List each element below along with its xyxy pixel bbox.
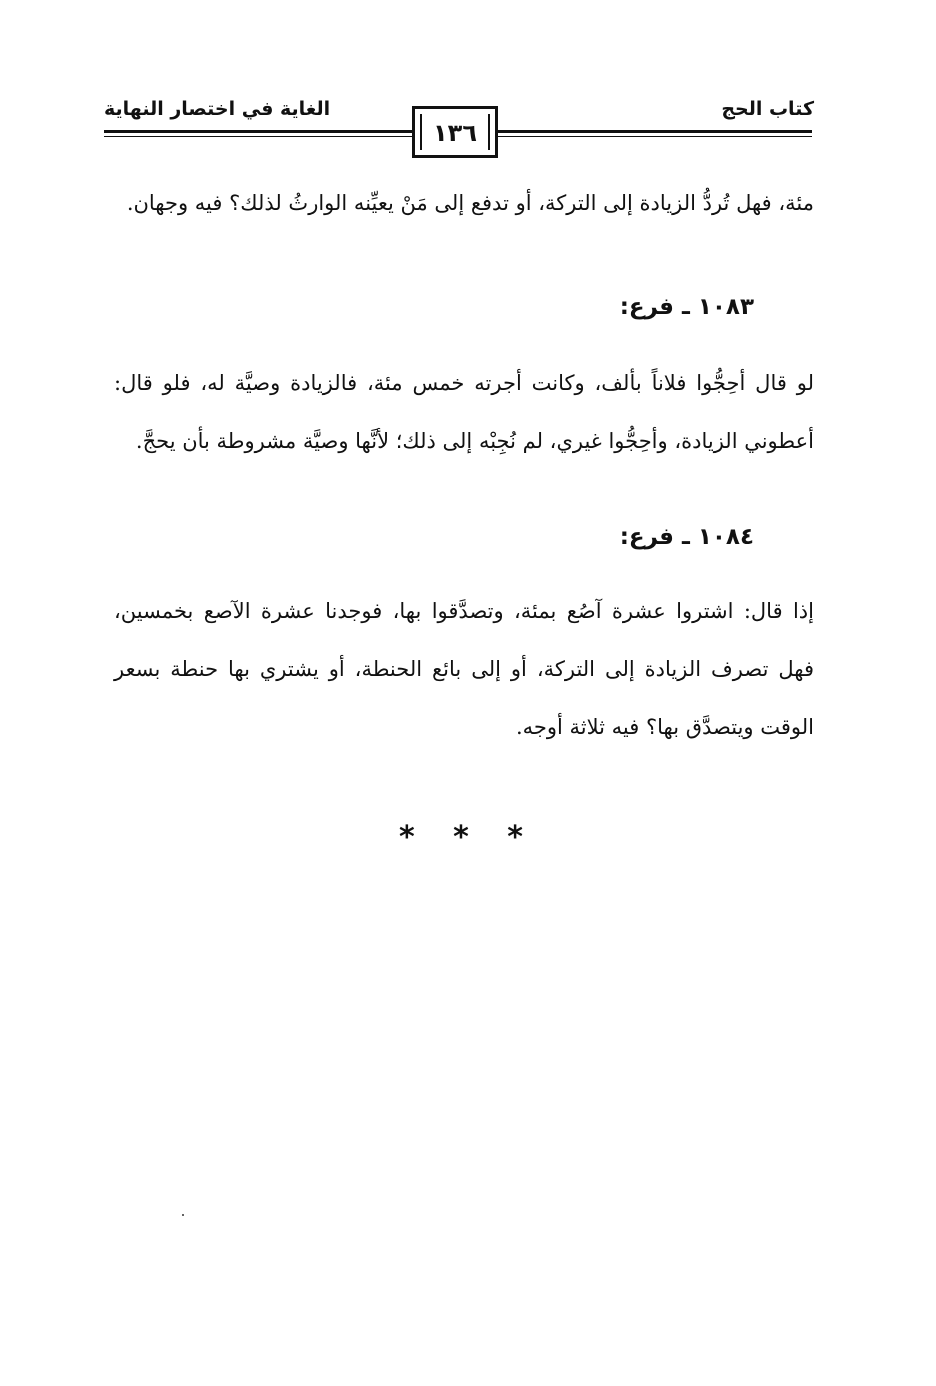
running-header-book-title: الغاية في اختصار النهاية	[104, 98, 331, 120]
section-separator: * * *	[399, 820, 537, 855]
paragraph-1084: إذا قال: اشتروا عشرة آصُع بمئة، وتصدَّقوا بها، فوجدنا عشرة الآصع بخمسين، فهل تصرف الزيادة إلى التركة، أو إلى بائع الحنطة، أو يشتري بها حنطة بسعر الوقت ويتصدَّق بها؟ فيه ثلاثة أوجه.	[114, 599, 814, 739]
paragraph-1083: لو قال أحِجُّوا فلاناً بألف، وكانت أجرته خمس مئة، فالزيادة وصيَّة له، فلو قال: أعطوني الزيادة، وأحِجُّوا غيري، لم نُجِبْه إلى ذلك؛ لأنَّها وصيَّة مشروطة بأن يحجَّ.	[114, 371, 814, 453]
section-heading-1084: ١٠٨٤ ـ فرع:	[619, 524, 754, 550]
section-heading-1083: ١٠٨٣ ـ فرع:	[619, 294, 754, 320]
paragraph-continuation: مئة، فهل تُردُّ الزيادة إلى التركة، أو تدفع إلى مَنْ يعيِّنه الوارثُ لذلك؟ فيه وجهان.	[126, 191, 814, 215]
page-number-frame	[412, 106, 498, 158]
scan-speck	[182, 1214, 184, 1216]
page-number: ١٣٦	[433, 119, 477, 147]
running-header-chapter: كتاب الحج	[721, 98, 814, 120]
